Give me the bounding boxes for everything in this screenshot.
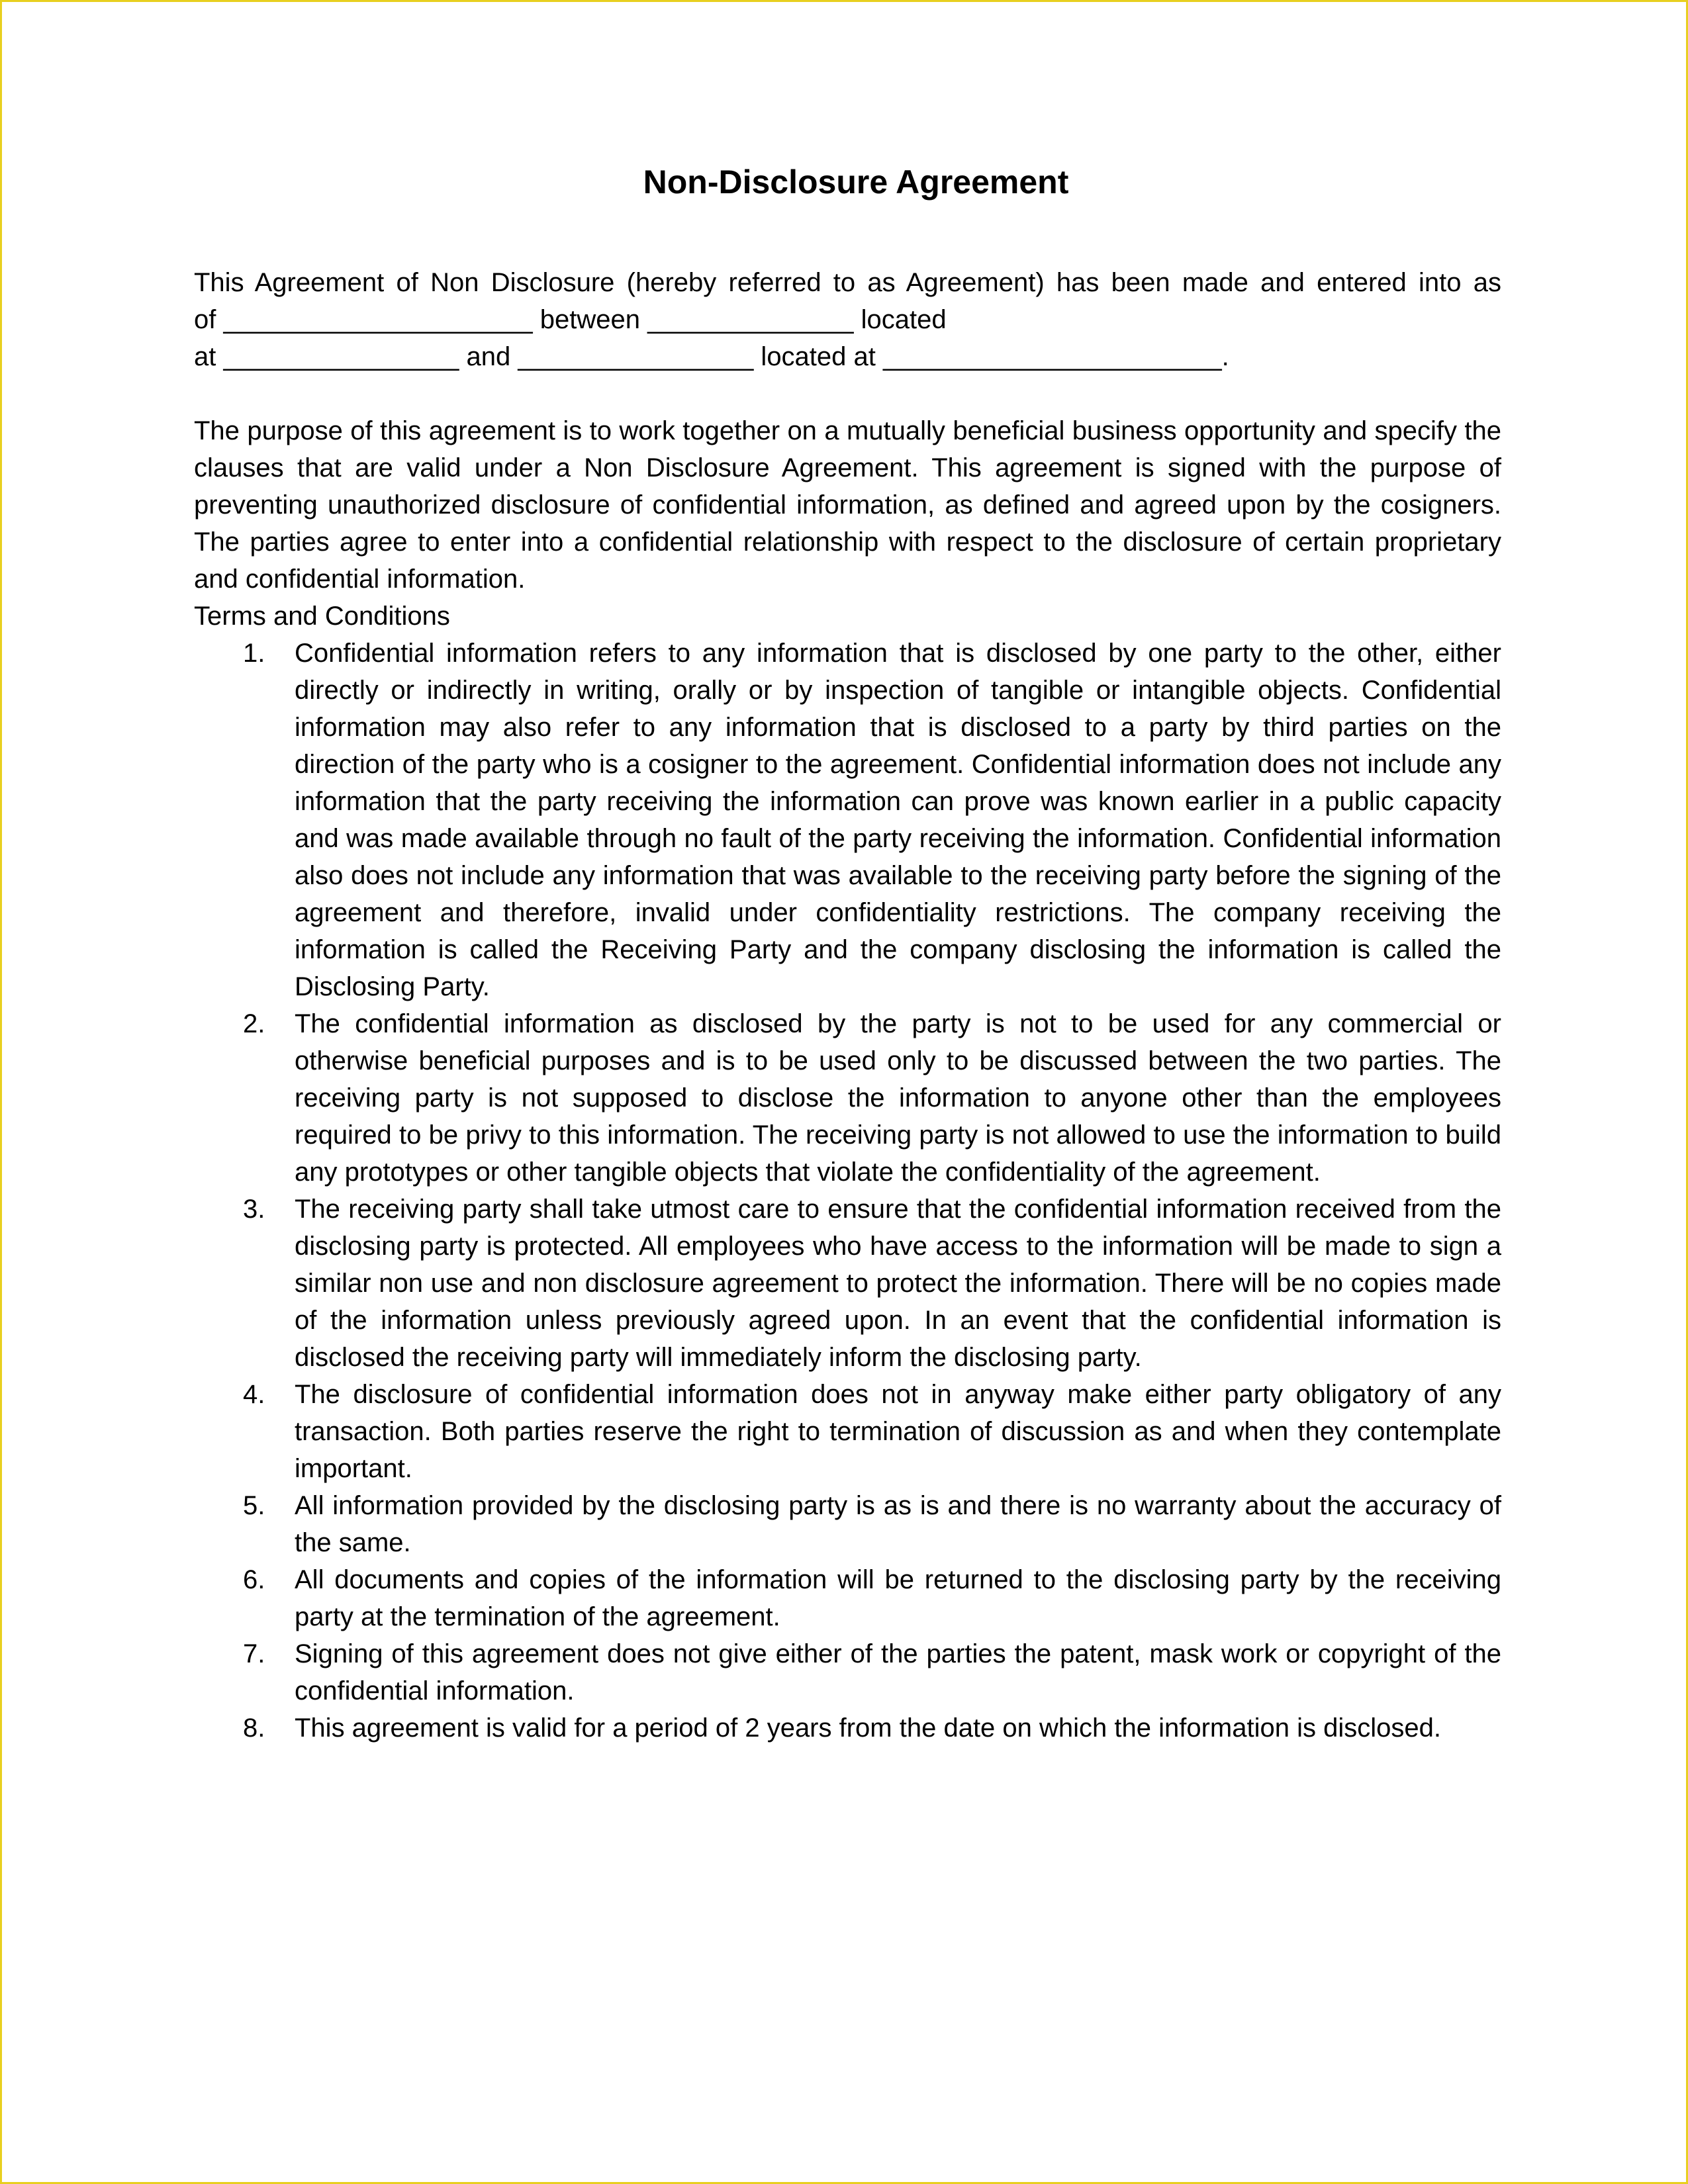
intro-paragraph — [194, 264, 1501, 375]
clause-number: 2. — [243, 1009, 265, 1038]
clause-item — [194, 635, 1501, 1005]
clause-text: Confidential information refers to any information that is disclosed by one party to the other, either directly or indirectly in writing, orally or by inspection of tangible or intangible objects. Confidential information may also refer to any information that is disclosed to a party by third parties on the direction of the party who is a cosigner to the agreement. Confidential information does not include any information that the party receiving the information can prove was known earlier in a public capacity and was made available through no fault of the party receiving the information. Confidential information also does not include any information that was available to the receiving party before the signing of the agreement and therefore, invalid under confidentiality restrictions. The company receiving the information is called the Receiving Party and the company disclosing the information is called the Disclosing Party. — [295, 639, 1501, 1001]
clause-item — [194, 1709, 1501, 1747]
clause-number: 3. — [243, 1195, 265, 1224]
intro-line-3: at ________________ and ________________ located at _______________________. — [194, 342, 1229, 371]
terms-heading: Terms and Conditions — [194, 602, 450, 631]
clause-number: 5. — [243, 1491, 265, 1520]
document-title: Non-Disclosure Agreement — [643, 163, 1069, 201]
clause-item — [194, 1376, 1501, 1487]
clause-text: This agreement is valid for a period of 2 years from the date on which the information is disclosed. — [295, 1713, 1441, 1743]
intro-line-1: This Agreement of Non Disclosure (hereby referred to as Agreement) has been made and entered into as — [194, 268, 1501, 297]
clause-number: 1. — [243, 639, 265, 668]
clause-list — [194, 635, 1501, 1747]
clause-text: All documents and copies of the information will be returned to the disclosing party by the receiving party at the termination of the agreement. — [295, 1565, 1501, 1631]
clause-text: Signing of this agreement does not give either of the parties the patent, mask work or copyright of the confidential information. — [295, 1639, 1501, 1706]
clause-text: All information provided by the disclosing party is as is and there is no warranty about the accuracy of the same. — [295, 1491, 1501, 1557]
clause-text: The confidential information as disclosed by the party is not to be used for any commercial or otherwise beneficial purposes and is to be used only to be discussed between the two parties. The receiving party is not supposed to disclose the information to anyone other than the employees required to be privy to this information. The receiving party is not allowed to use the information to build any prototypes or other tangible objects that violate the confidentiality of the agreement. — [295, 1009, 1501, 1187]
clause-number: 8. — [243, 1713, 265, 1743]
clause-number: 6. — [243, 1565, 265, 1594]
clause-number: 4. — [243, 1380, 265, 1409]
clause-item — [194, 1005, 1501, 1191]
intro-line-2: of _____________________ between ______________ located — [194, 305, 947, 334]
clause-item — [194, 1487, 1501, 1561]
clause-text: The disclosure of confidential information does not in anyway make either party obligatory of any transaction. Both parties reserve the right to termination of discussion as and when they contemplate important. — [295, 1380, 1501, 1483]
clause-item — [194, 1635, 1501, 1709]
clause-text: The receiving party shall take utmost care to ensure that the confidential information received from the disclosing party is protected. All employees who have access to the information will be made to sign a similar non use and non disclosure agreement to protect the information. There will be no copies made of the information unless previously agreed upon. In an event that the confidential information is disclosed the receiving party will immediately inform the disclosing party. — [295, 1195, 1501, 1372]
clause-item — [194, 1561, 1501, 1635]
purpose-paragraph: The purpose of this agreement is to work together on a mutually beneficial business opportunity and specify the clauses that are valid under a Non Disclosure Agreement. This agreement is signed with the purpose of preventing unauthorized disclosure of confidential information, as defined and agreed upon by the cosigners. The parties agree to enter into a confidential relationship with respect to the disclosure of certain proprietary and confidential information. — [194, 416, 1501, 594]
clause-number: 7. — [243, 1639, 265, 1668]
document-body — [194, 161, 1501, 1747]
clause-item — [194, 1191, 1501, 1376]
